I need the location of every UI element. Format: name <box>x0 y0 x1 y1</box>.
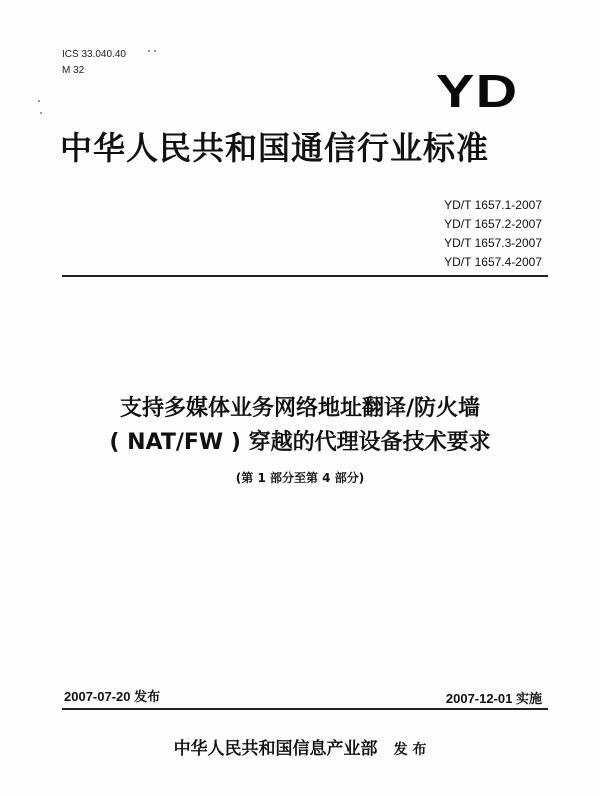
document-title <box>0 392 600 460</box>
scan-speck <box>38 100 40 102</box>
document-title-line-2: ( NAT/FW ) 穿越的代理设备技术要求 <box>109 430 491 455</box>
publisher-line <box>0 734 600 759</box>
standard-code-1: YD/T 1657.1-2007 <box>444 198 542 212</box>
scan-speck <box>40 112 42 114</box>
yd-logo: YD <box>436 65 519 117</box>
footer-divider <box>62 708 548 710</box>
header-divider <box>62 275 548 277</box>
scan-speck <box>154 50 156 52</box>
document-title-line-1: 支持多媒体业务网络地址翻译/防火墙 <box>119 396 481 421</box>
scan-speck <box>148 50 150 52</box>
standard-code-4: YD/T 1657.4-2007 <box>444 255 542 269</box>
document-parts-subtitle: (第 1 部分至第 4 部分) <box>235 471 365 485</box>
publish-date: 2007-07-20 发布 <box>64 689 161 704</box>
ics-code: ICS 33.040.40 <box>62 49 126 60</box>
issue-label: 发 布 <box>393 742 427 758</box>
standard-code-2: YD/T 1657.2-2007 <box>444 217 542 231</box>
standard-code-3: YD/T 1657.3-2007 <box>444 236 542 250</box>
publisher-name: 中华人民共和国信息产业部 <box>173 739 378 759</box>
implement-date: 2007-12-01 实施 <box>445 691 542 706</box>
standard-codes <box>444 196 542 272</box>
classification-block <box>62 47 126 79</box>
standard-category-title: 中华人民共和国通信行业标准 <box>60 129 490 167</box>
ccs-code: M 32 <box>62 65 85 76</box>
